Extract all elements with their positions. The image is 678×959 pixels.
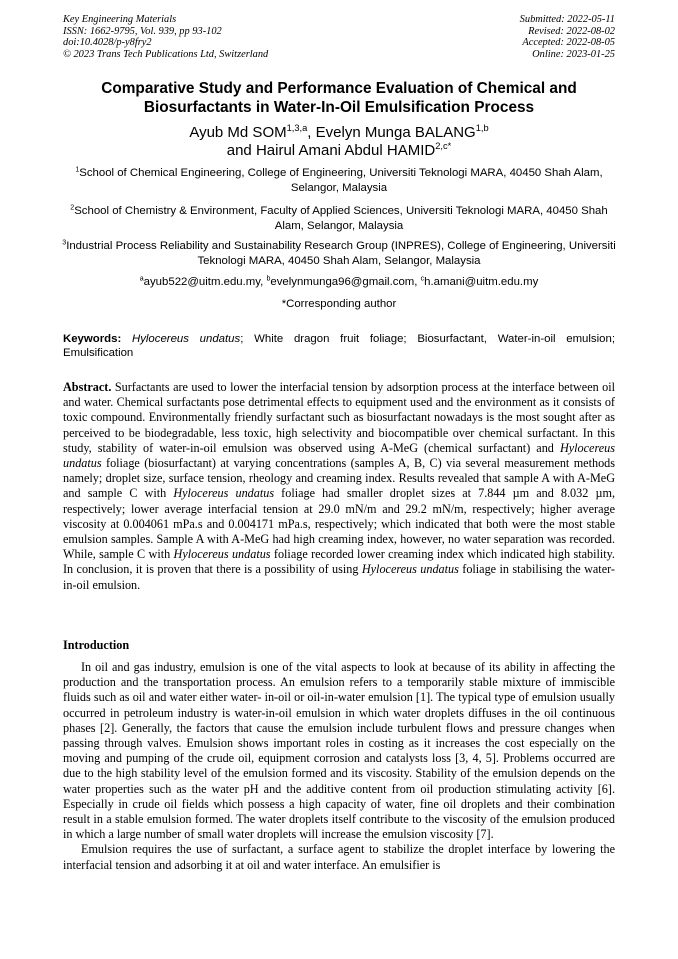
introduction-body <box>63 660 615 873</box>
affiliation-mark: 3 <box>62 239 67 247</box>
abstract-text-2: foliage (biosurfactant) at varying concentrations (samples A, B, C) via several measurement methods namely; droplet size, surface tension, rheology and creaming index. Results revealed that sample A with A-MeG and sample C with <box>63 456 615 501</box>
corresponding-author-note: *Corresponding author <box>281 298 397 310</box>
email-mark-a: a <box>139 275 144 283</box>
affiliation-2 <box>60 204 618 234</box>
author-and: and <box>226 142 256 159</box>
author-1: Ayub Md SOM <box>189 124 287 141</box>
abstract-text-4: foliage recorded lower creaming index which indicated high stability. In conclusion, it is proven that there is a possibility of using <box>63 547 615 577</box>
journal-issn: ISSN: 1662-9795, Vol. 939, pp 93-102 <box>63 25 222 37</box>
author-emails <box>60 275 618 290</box>
author-2: Evelyn Munga BALANG <box>315 124 476 141</box>
author-2-affil: 1,b <box>475 122 489 133</box>
date-online: Online: 2023-01-25 <box>532 48 615 60</box>
title-line-1: Comparative Study and Performance Evaluation of Chemical and <box>101 80 577 97</box>
author-line-2 <box>60 142 618 160</box>
author-separator: , <box>307 124 316 141</box>
email-mark-b: b <box>266 275 271 283</box>
author-3: Hairul Amani Abdul HAMID <box>255 142 436 159</box>
abstract <box>63 380 615 593</box>
abstract-text-5: foliage in stabilising the water-in-oil emulsion. <box>63 562 615 592</box>
email-a[interactable]: ayub522@uitm.edu.my, <box>143 276 267 288</box>
journal-name: Key Engineering Materials <box>63 14 177 25</box>
abstract-text-3: foliage had smaller droplet sizes at 7.844 µm and 8.032 µm, respectively; lower average interfacial tension at 29.0 mN/m and 29.2 mN/m, respectively; higher average viscosity at 0.004061 mPa.s and 0.004171 mPa.s, respectively; which indicated that both were the most stable emulsion samples. Sample A with A-MeG had high creaming index, however, no water separation was recorded. While, sample C with <box>63 486 615 562</box>
paper-title <box>60 80 618 117</box>
keywords-rest: ; White dragon fruit foliage; Biosurfactant, Water-in-oil emulsion; Emulsification <box>63 333 615 360</box>
abstract-species-4: Hylocereus undatus <box>361 562 459 577</box>
affiliation-text: Industrial Process Reliability and Sustainability Research Group (INPRES), College of Engineering, Universiti Teknologi MARA, 40450 Shah Alam, Selangor, Malaysia <box>66 240 616 267</box>
affiliation-1 <box>60 166 618 196</box>
author-line-1 <box>60 124 618 142</box>
email-b[interactable]: evelynmunga96@gmail.com, <box>270 276 421 288</box>
abstract-paragraph <box>63 380 615 593</box>
introduction-heading: Introduction <box>63 638 130 652</box>
date-submitted: Submitted: 2022-05-11 <box>519 14 615 25</box>
keywords <box>63 332 615 361</box>
journal-doi[interactable]: doi:10.4028/p-y8fry2 <box>63 37 152 49</box>
publication-dates <box>520 14 615 60</box>
introduction-paragraph-1: In oil and gas industry, emulsion is one of the vital aspects to look at because of its ability in affecting the production and the transportation process. An emulsion refers to a temporarily stable mixture of immiscible fluids such as oil and water either water- in-oil or oil-in-water emulsion [1]. The typical type of emulsion usually occurred in petroleum industry is water-in-oil emulsion in which water droplets diffuses in the oil continuous phases [2]. Generally, the factors that cause the emulsion include turbulent flows and pressure changes when passing through valves. Emulsion shows important roles in costing as it increases the cost especially on the moving and pumping of the crude oil, equipment corrosion and catalysts loss [3, 4, 5]. Problems occurred are due to the high stability level of the emulsion formed and its viscosity. Stability of the emulsion depends on the water properties such as the water pH and the additive content from oil production stimulating activity [6]. Especially in crude oil fields which possess a high capacity of water, fine oil droplets and their combination result in a stable emulsion formed. The water droplets itself contribute to the viscosity of the emulsion produced in which a large number of small water droplets will increase the emulsion viscosity [7]. <box>63 660 615 842</box>
abstract-label: Abstract. <box>63 380 112 394</box>
journal-copyright: © 2023 Trans Tech Publications Ltd, Switzerland <box>63 48 269 60</box>
email-c[interactable]: h.amani@uitm.edu.my <box>424 276 539 288</box>
abstract-species-2: Hylocereus undatus <box>173 486 275 501</box>
author-1-affil: 1,3,a <box>286 122 308 133</box>
date-accepted: Accepted: 2022-08-05 <box>522 37 615 49</box>
author-3-affil: 2,c* <box>435 140 452 151</box>
keyword-species: Hylocereus undatus <box>131 333 241 345</box>
affiliation-text: School of Chemical Engineering, College of Engineering, Universiti Teknologi MARA, 40450 Shah Alam, Selangor, Malaysia <box>79 167 603 194</box>
abstract-species-3: Hylocereus undatus <box>173 547 271 562</box>
email-mark-c: c <box>420 275 425 283</box>
author-list <box>60 124 618 160</box>
affiliation-3 <box>60 239 618 269</box>
affiliation-text: School of Chemistry & Environment, Faculty of Applied Sciences, Universiti Teknologi MARA, 40450 Shah Alam, Selangor, Malaysia <box>74 205 608 232</box>
affiliation-mark: 1 <box>75 166 80 174</box>
date-revised: Revised: 2022-08-02 <box>528 25 615 37</box>
abstract-text-1: Surfactants are used to lower the interfacial tension by adsorption process at the interface between oil and water. Chemical surfactants pose detrimental effects to equipment used and the environment as it consists of toxic compound. Environmentally friendly surfactant such as biosurfactant nowadays is the most sought after as perceived to be biodegradable, less toxic, high selectivity and biocompatible over chemical surfactant. In this study, stability of water-in-oil emulsion was observed using A-MeG (chemical surfactant) and <box>63 380 615 455</box>
abstract-species-1: Hylocereus undatus <box>63 440 615 471</box>
journal-info <box>63 14 268 60</box>
affiliation-mark: 2 <box>70 204 75 212</box>
keywords-label: Keywords: <box>63 333 122 345</box>
title-line-2: Biosurfactants in Water-In-Oil Emulsification Process <box>143 98 535 116</box>
introduction-paragraph-2: Emulsion requires the use of surfactant, a surface agent to stabilize the droplet interface by lowering the interfacial tension and adsorbing it at oil and water interface. An emulsifier is <box>63 842 615 872</box>
